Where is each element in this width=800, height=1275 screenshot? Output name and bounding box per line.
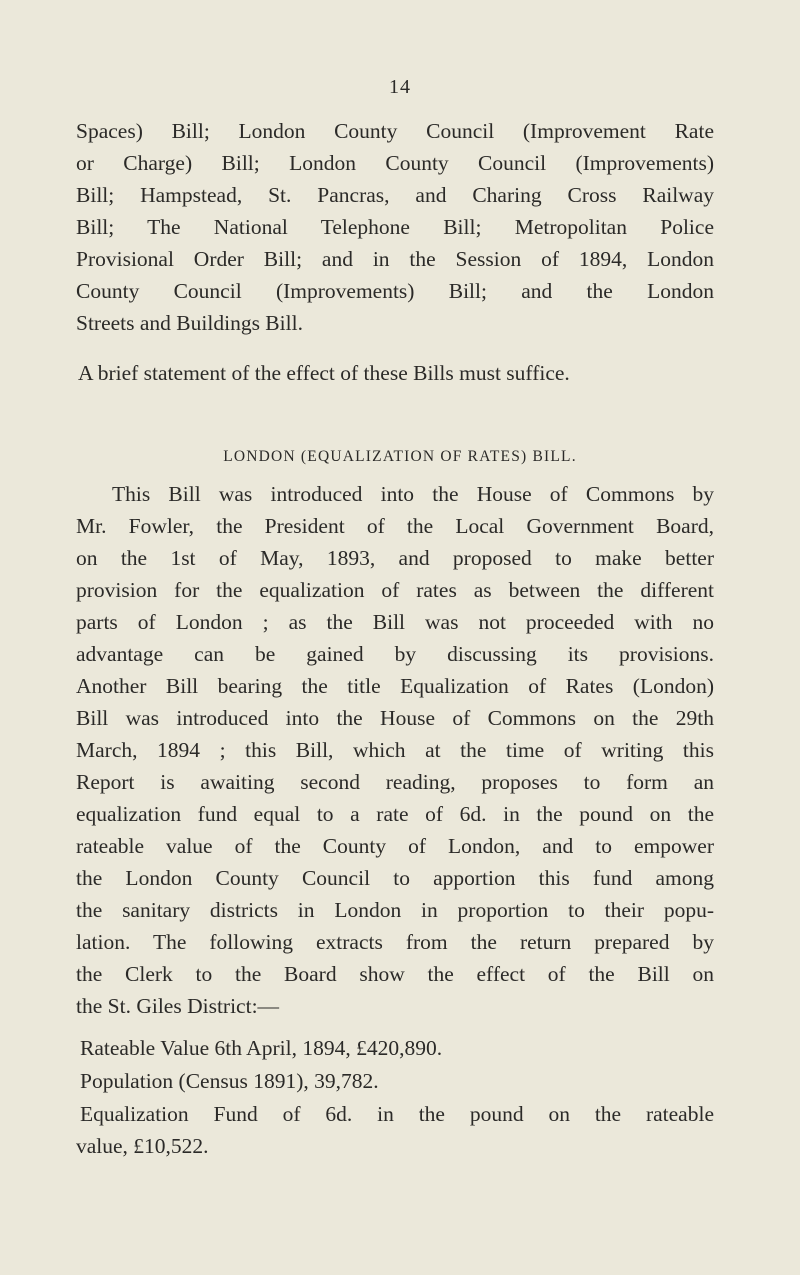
text-line: parts of London ; as the Bill was not proceeded with no [76,610,714,634]
text-line: Report is awaiting second reading, proposes to form an [76,770,714,794]
text-line: March, 1894 ; this Bill, which at the time of writing this [76,738,714,762]
text-line: Bill; Hampstead, St. Pancras, and Charing Cross Railway [76,183,714,207]
text-line: or Charge) Bill; London County Council (Improvements) [76,151,714,175]
text-line: equalization fund equal to a rate of 6d. in the pound on the [76,802,714,826]
text-line: rateable value of the County of London, and to empower [76,834,714,858]
text-line: Rateable Value 6th April, 1894, £420,890. [80,1036,443,1060]
text-line: Equalization Fund of 6d. in the pound on the rateable [80,1102,714,1126]
text-line: the St. Giles District:— [76,994,280,1018]
text-line: the Clerk to the Board show the effect of the Bill on [76,962,714,986]
text-line: County Council (Improvements) Bill; and the London [76,279,714,303]
page-number: 14 [389,76,411,98]
text-line: on the 1st of May, 1893, and proposed to make better [76,546,714,570]
text-line: lation. The following extracts from the return prepared by [76,930,714,954]
paragraph-bills-list [76,115,714,339]
text-line: Bill; The National Telephone Bill; Metropolitan Police [76,215,714,239]
text-line: A brief statement of the effect of these Bills must suffice. [78,361,570,385]
text-line: This Bill was introduced into the House of Commons by [112,482,714,506]
equalization-fund-paragraph [76,1098,714,1162]
text-line: Another Bill bearing the title Equalization of Rates (London) [76,674,714,698]
text-line: Mr. Fowler, the President of the Local Government Board, [76,514,714,538]
paragraph-brief-statement [76,357,706,389]
text-line: value, £10,522. [76,1134,209,1158]
paragraph-bill-description [76,478,714,1022]
text-line: advantage can be gained by discussing its provisions. [76,642,714,666]
text-line: Streets and Buildings Bill. [76,311,303,335]
text-line: Provisional Order Bill; and in the Session of 1894, London [76,247,714,271]
text-line: the sanitary districts in London in proportion to their popu- [76,898,714,922]
text-line: the London County Council to apportion this fund among [76,866,714,890]
text-line: Bill was introduced into the House of Commons on the 29th [76,706,714,730]
text-line: Spaces) Bill; London County Council (Improvement Rate [76,119,714,143]
section-heading: LONDON (EQUALIZATION OF RATES) BILL. [223,448,577,465]
population-line [76,1065,714,1097]
text-line: Population (Census 1891), 39,782. [80,1069,379,1093]
rateable-value-line [76,1032,714,1064]
text-line: provision for the equalization of rates as between the different [76,578,714,602]
